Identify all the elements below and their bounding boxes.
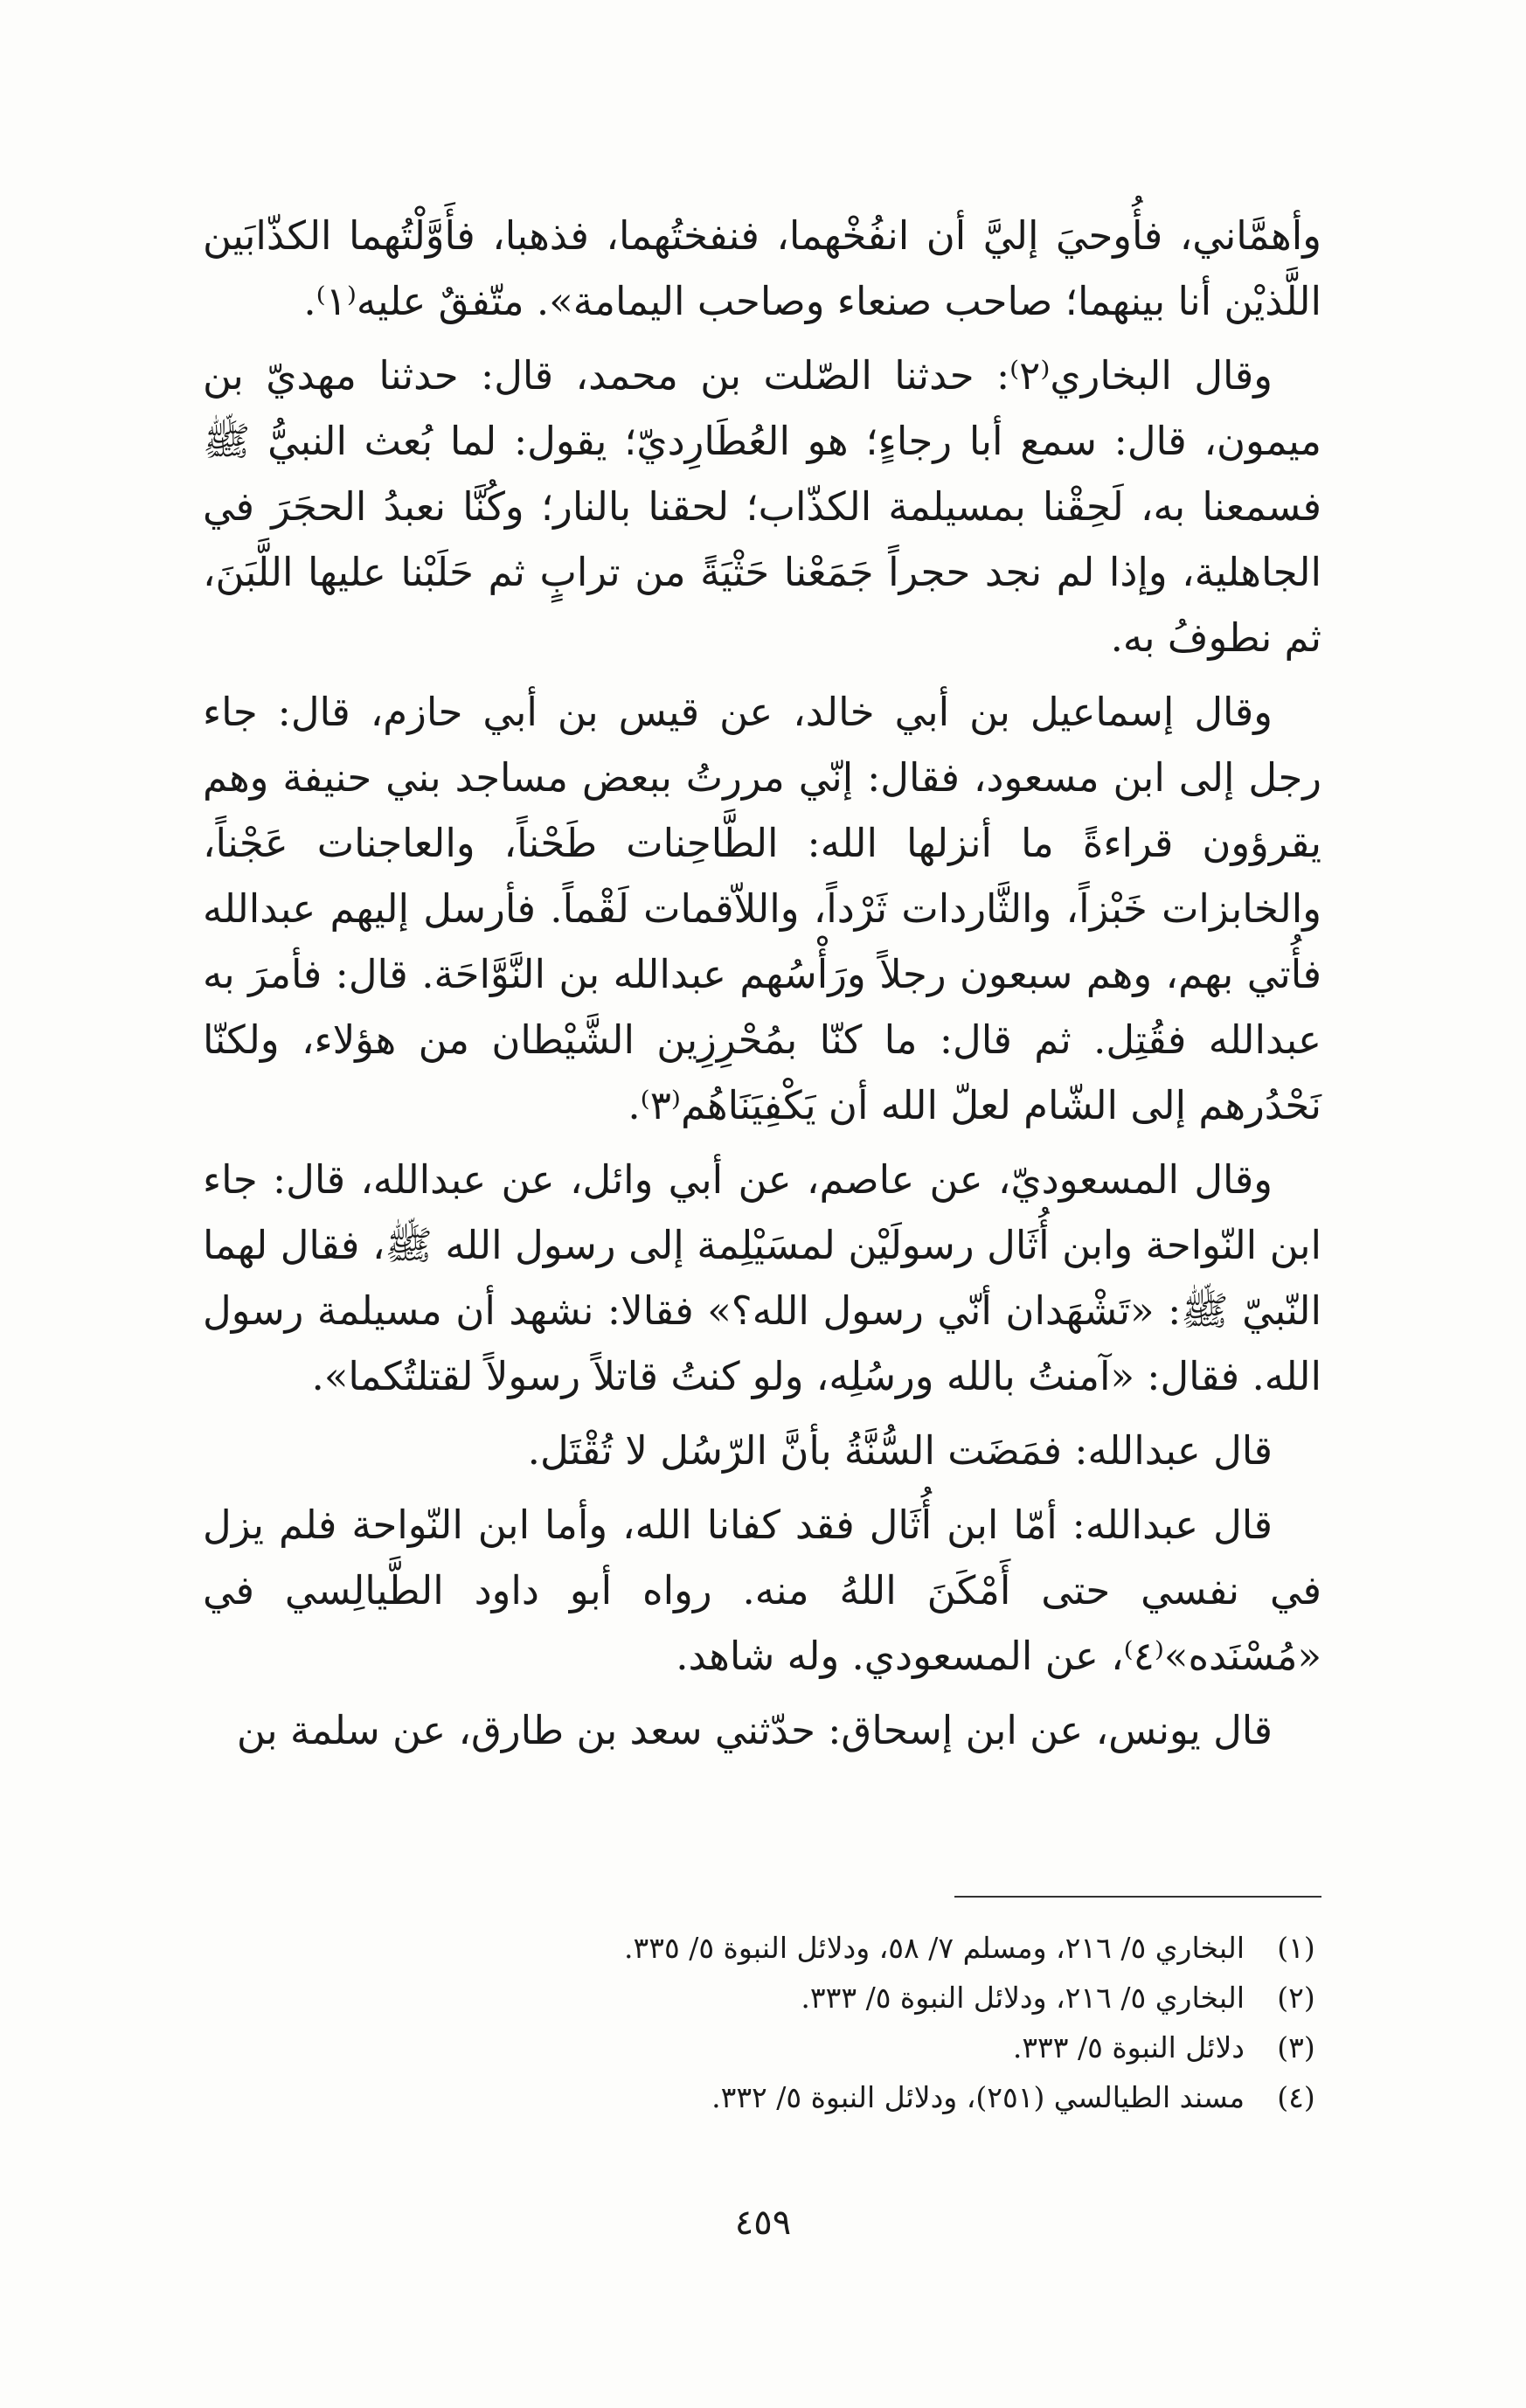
paragraph-6: قال عبدالله: أمّا ابن أُثَال فقد كفانا الله، وأما ابن النّواحة فلم يزل في نفسي حتى أَمْكَنَ اللهُ منه. رواه أبو داود الطَّيالِسي في «مُسْنَده»⁽٤⁾، عن المسعودي. وله شاهد. (203, 1502, 1321, 1679)
footnote-number: (١) (1277, 1931, 1315, 1965)
footnote-text: البخاري ٥/ ٢١٦، ودلائل النبوة ٥/ ٣٣٣. (801, 1981, 1245, 2015)
footnote-number: (٢) (1277, 1981, 1315, 2015)
main-text-body (203, 203, 1321, 1772)
footnote-number: (٤) (1277, 2080, 1315, 2114)
paragraph-7: قال يونس، عن ابن إسحاق: حدّثني سعد بن طارق، عن سلمة بن (236, 1707, 1273, 1753)
footnote-text: مسند الطيالسي (٢٥١)، ودلائل النبوة ٥/ ٣٣٢. (711, 2080, 1245, 2114)
paragraph-1: وأهمَّاني، فأُوحيَ إليَّ أن انفُخْهما، فنفختُهما، فذهبا، فأَوَّلْتُهما الكذّابَين اللَّذيْن أنا بينهما؛ صاحب صنعاء وصاحب اليمامة». متّفقٌ عليه⁽١⁾. (203, 212, 1321, 324)
footnote-divider (954, 1896, 1321, 1898)
footnote-item (203, 2072, 1321, 2122)
footnote-item (203, 1923, 1321, 1973)
paragraph-4: وقال المسعوديّ، عن عاصم، عن أبي وائل، عن عبدالله، قال: جاء ابن النّواحة وابن أُثَال رسولَيْن لمسَيْلِمة إلى رسول الله ﷺ، فقال لهما النّبيّ ﷺ: «تَشْهَدان أنّي رسول الله؟» فقالا: نشهد أن مسيلمة رسول الله. فقال: «آمنتُ بالله ورسُلِه، ولو كنتُ قاتلاً رسولاً لقتلتُكما». (203, 1156, 1321, 1399)
footnote-text: البخاري ٥/ ٢١٦، ومسلم ٧/ ٥٨، ودلائل النبوة ٥/ ٣٣٥. (624, 1931, 1245, 1965)
footnote-item (203, 1973, 1321, 2023)
paragraph-2: وقال البخاري⁽٢⁾: حدثنا الصّلت بن محمد، قال: حدثنا مهديّ بن ميمون، قال: سمع أبا رجاءٍ؛ هو العُطَارِديّ؛ يقول: لما بُعث النبيُّ ﷺ فسمعنا به، لَحِقْنا بمسيلمة الكذّاب؛ لحقنا بالنار؛ وكُنَّا نعبدُ الحجَرَ في الجاهلية، وإذا لم نجد حجراً جَمَعْنا حَثْيَةً من ترابٍ ثم حَلَبْنا عليها اللَّبَنَ، ثم نطوفُ به. (203, 352, 1321, 661)
footnotes-section (203, 1923, 1321, 2122)
footnote-item (203, 2023, 1321, 2072)
footnote-number: (٣) (1277, 2030, 1315, 2064)
page-number: ٤٥٩ (734, 2203, 792, 2243)
footnote-text: دلائل النبوة ٥/ ٣٣٣. (1012, 2030, 1245, 2064)
paragraph-3: وقال إسماعيل بن أبي خالد، عن قيس بن أبي حازم، قال: جاء رجل إلى ابن مسعود، فقال: إنّي مررتُ ببعض مساجد بني حنيفة وهم يقرؤون قراءةً ما أنزلها الله: الطَّاحِنات طَحْناً، والعاجنات عَجْناً، والخابزات خَبْزاً، والثَّاردات ثَرْداً، واللاّقمات لَقْماً. فأرسل إليهم عبدالله فأُتي بهم، وهم سبعون رجلاً ورَأْسُهم عبدالله بن النَّوَّاحَة. قال: فأمرَ به عبدالله فقُتِل. ثم قال: ما كنّا بمُحْرِزِين الشَّيْطان من هؤلاء، ولكنّا نَحْدُرهم إلى الشّام لعلّ الله أن يَكْفِيَنَاهُم⁽٣⁾. (203, 689, 1321, 1128)
paragraph-5: قال عبدالله: فمَضَت السُّنَّةُ بأنَّ الرّسُل لا تُقْتَل. (527, 1427, 1273, 1474)
